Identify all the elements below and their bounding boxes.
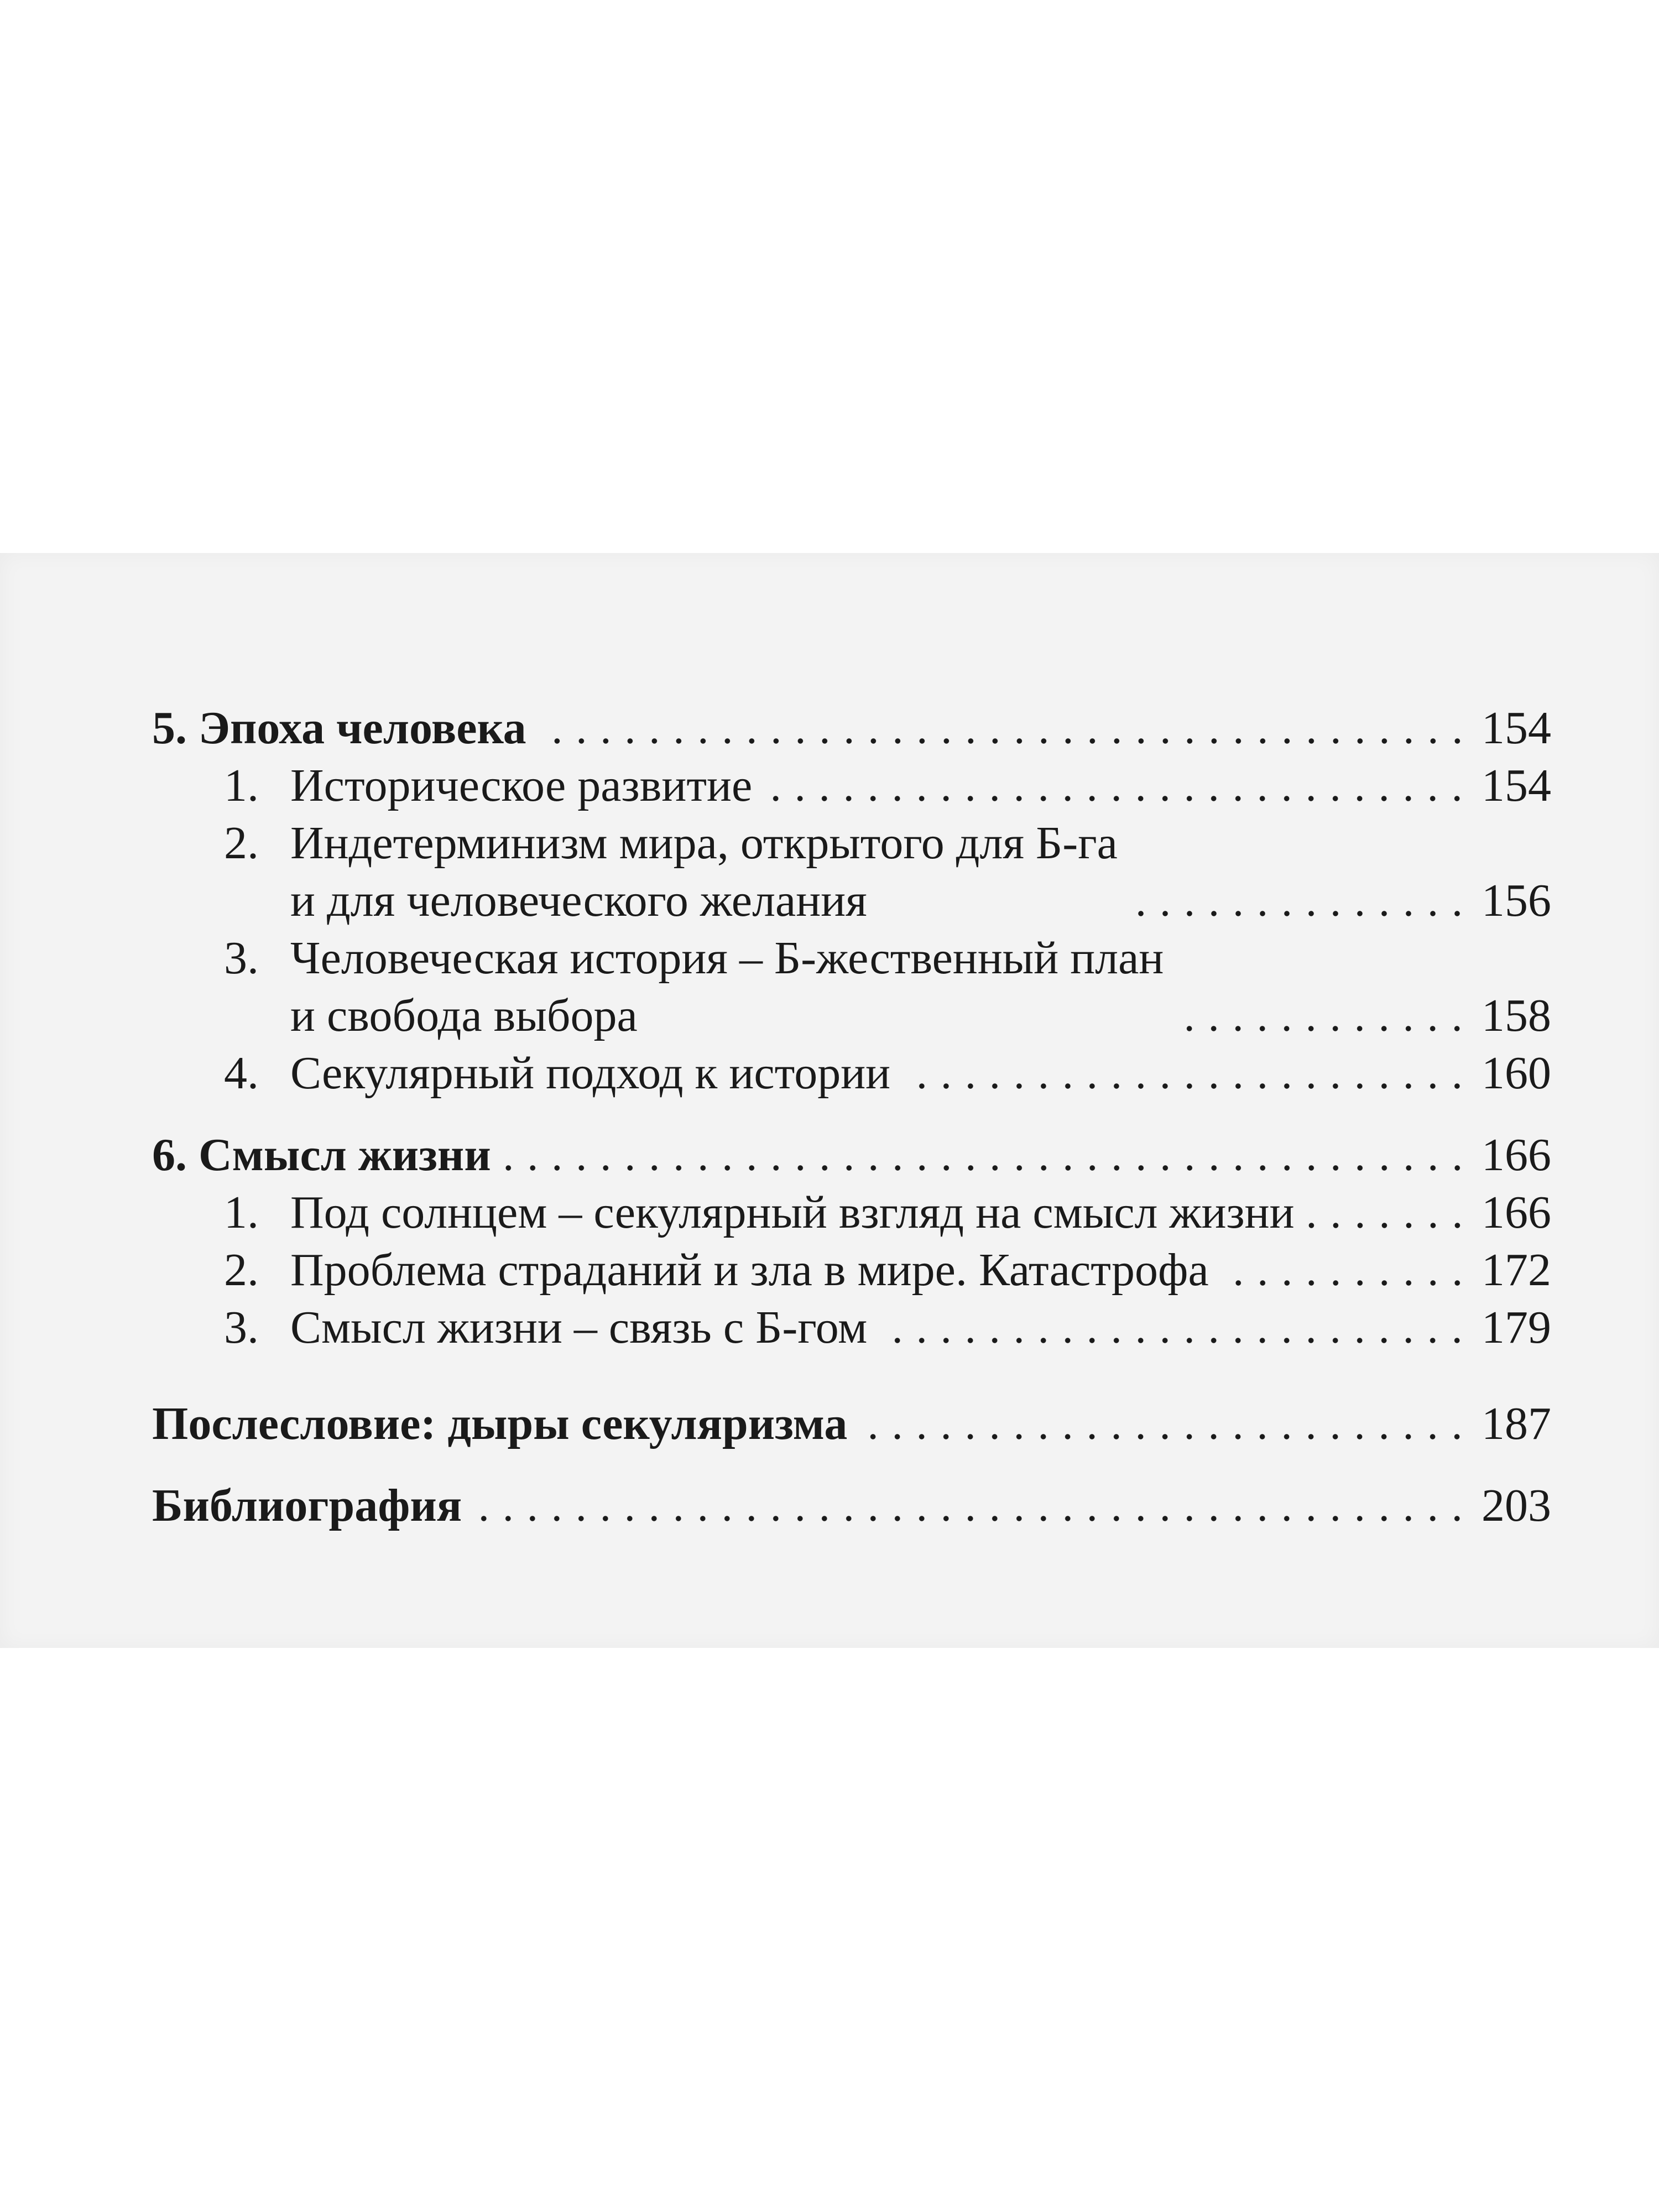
toc-item-5-1 (152, 757, 1551, 815)
item-number: 1. (224, 1187, 259, 1238)
page-number: 158 (1481, 990, 1551, 1041)
toc-item-5-3 (152, 930, 1551, 1045)
toc-item-6-2 (152, 1241, 1551, 1299)
toc-item-5-2 (152, 815, 1551, 930)
toc-item-6-3 (152, 1299, 1551, 1357)
toc-bibliography (152, 1477, 1551, 1535)
toc-item-5-4 (152, 1045, 1551, 1102)
item-number: 1. (224, 760, 259, 811)
page-number: 154 (1481, 702, 1551, 754)
page-number: 187 (1481, 1398, 1551, 1449)
item-title: Историческое развитие (290, 760, 753, 811)
dot-leader (503, 1160, 1469, 1176)
toc-item-6-1 (152, 1184, 1551, 1241)
item-number: 3. (224, 1302, 259, 1353)
dot-leader (474, 1510, 1469, 1527)
page-number: 166 (1481, 1129, 1551, 1181)
item-number: 2. (224, 1244, 259, 1296)
page-number: 203 (1481, 1480, 1551, 1531)
chapter-title: 5. Эпоха человека (152, 702, 526, 754)
item-title-line-2: и свобода выбора (290, 990, 638, 1041)
dot-leader (879, 1332, 1469, 1349)
item-title-line-1: Человеческая история – Б-жественный план (290, 932, 1164, 984)
dot-leader (539, 733, 1469, 749)
page-number: 160 (1481, 1047, 1551, 1099)
item-title-line-2: и для человеческого желания (290, 875, 867, 926)
page-number: 172 (1481, 1244, 1551, 1296)
table-of-contents (152, 700, 1551, 1535)
dot-leader (1307, 1217, 1469, 1234)
page-number: 154 (1481, 760, 1551, 811)
page-number: 166 (1481, 1187, 1551, 1238)
item-number: 2. (224, 817, 259, 869)
spacer (152, 1453, 1551, 1477)
dot-leader (902, 1078, 1469, 1094)
spacer (152, 1357, 1551, 1395)
dot-leader (1130, 905, 1469, 922)
toc-chapter-5 (152, 700, 1551, 757)
page-number: 156 (1481, 875, 1551, 926)
dot-leader (1176, 1020, 1469, 1037)
chapter-title: Послесловие: дыры секуляризма (152, 1398, 848, 1449)
toc-afterword (152, 1395, 1551, 1453)
item-title: Секулярный подход к истории (290, 1047, 891, 1099)
dot-leader (859, 1428, 1469, 1445)
spacer (152, 1102, 1551, 1126)
item-title: Под солнцем – секулярный взгляд на смысл жизни (290, 1187, 1295, 1238)
dot-leader (764, 790, 1469, 807)
item-title-line-1: Индетерминизм мира, открытого для Б-га (290, 817, 1118, 869)
item-title: Смысл жизни – связь с Б-гом (290, 1302, 868, 1353)
toc-chapter-6 (152, 1126, 1551, 1184)
chapter-title: 6. Смысл жизни (152, 1129, 491, 1181)
item-number: 3. (224, 932, 259, 984)
item-title: Проблема страданий и зла в мире. Катастрофа (290, 1244, 1209, 1296)
dot-leader (1221, 1275, 1469, 1291)
page-number: 179 (1481, 1302, 1551, 1353)
item-number: 4. (224, 1047, 259, 1099)
chapter-title: Библиография (152, 1480, 462, 1531)
